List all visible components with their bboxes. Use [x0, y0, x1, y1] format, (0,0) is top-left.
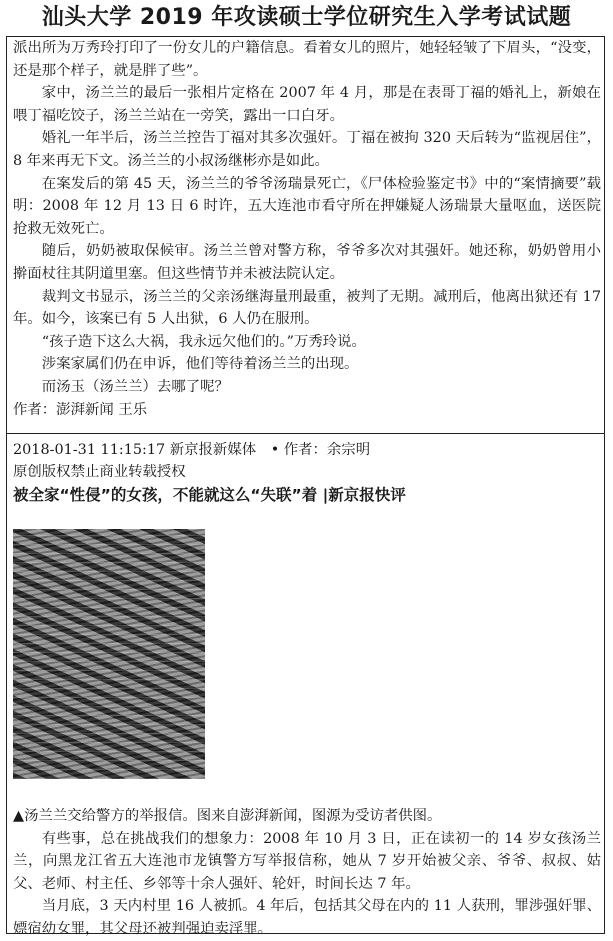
- byline: 作者：澎湃新闻 王乐: [13, 401, 148, 418]
- article-headline: 被全家“性侵”的女孩，不能就这么“失联”着 |新京报快评: [13, 486, 406, 504]
- photo-caption: ▲汤兰兰交给警方的举报信。图来自澎湃新闻，图源为受访者供图。: [13, 808, 442, 824]
- paragraph: 随后，奶奶被取保候审。汤兰兰曾对警方称，爷爷多次对其强奸。她还称，奶奶曾用小擀面杖往其阴道里塞。但这些情节并未被法院认定。: [13, 243, 601, 282]
- exam-title: 汕头大学 2019 年攻读硕士学位研究生入学考试试题: [41, 5, 572, 30]
- copyright-notice: 原创版权禁止商业转载授权: [13, 464, 186, 480]
- report-letter-photo: [13, 529, 205, 779]
- paragraph: 裁判文书显示，汤兰兰的父亲汤继海量刑最重，被判了无期。减刑后，他离出狱还有 17 年。如今，该案已有 5 人出狱，6 人仍在服刑。: [13, 288, 601, 328]
- paragraph: 派出所为万秀玲打印了一份女儿的户籍信息。看着女儿的照片，她轻轻皱了下眉头，“没变，还是那个样子，就是胖了些”。: [13, 40, 601, 79]
- page-frame: [6, 36, 605, 937]
- second-article-header: [13, 439, 601, 507]
- paragraph: 在案发后的第 45 天，汤兰兰的爷爷汤瑞景死亡，《尸体检验鉴定书》中的“案情摘要”载明：2008 年 12 月 13 日 6 时许，五大连池市看守所在押嫌疑人汤瑞景大量呕血，送医院抢救无效死亡。: [13, 175, 601, 237]
- paragraph: 有些事，总在挑战我们的想象力：2008 年 10 月 3 日，正在读初一的 14 岁女孩汤兰兰，向黑龙江省五大连池市龙镇警方写举报信称，她从 7 岁开始被父亲、爷爷、叔叔、姑父、老师、村主任、乡邻等十余人强奸、轮奸，时间长达 7 年。: [13, 830, 601, 892]
- paragraph: “孩子造下这么大祸，我永远欠他们的。”万秀玲说。: [41, 333, 366, 350]
- article-continuation: [13, 37, 601, 421]
- second-article-body: [13, 805, 601, 941]
- article-meta: [13, 439, 601, 461]
- paragraph: 而汤玉（汤兰兰）去哪了呢？: [41, 378, 229, 395]
- author: • 作者：余宗明: [270, 442, 371, 458]
- paragraph: 婚礼一年半后，汤兰兰控告丁福对其多次强奸。丁福在被拘 320 天后转为“监视居住”，8 年来再无下文。汤兰兰的小叔汤继彬亦是如此。: [13, 130, 601, 169]
- photo-texture: [13, 529, 205, 779]
- paragraph: 家中，汤兰兰的最后一张相片定格在 2007 年 4 月，那是在表哥丁福的婚礼上，新娘在喂丁福吃饺子，汤兰兰站在一旁笑，露出一口白牙。: [13, 85, 601, 124]
- paragraph: 当月底，3 天内村里 16 人被抓。4 年后，包括其父母在内的 11 人获刑，罪涉强奸罪、嫖宿幼女罪，其父母还被判强迫卖淫罪。: [13, 898, 601, 937]
- section-divider: [7, 433, 604, 434]
- paragraph: 涉案家属们仍在申诉，他们等待着汤兰兰的出现。: [41, 356, 359, 373]
- timestamp: 2018-01-31 11:15:17 新京报新媒体: [13, 442, 257, 458]
